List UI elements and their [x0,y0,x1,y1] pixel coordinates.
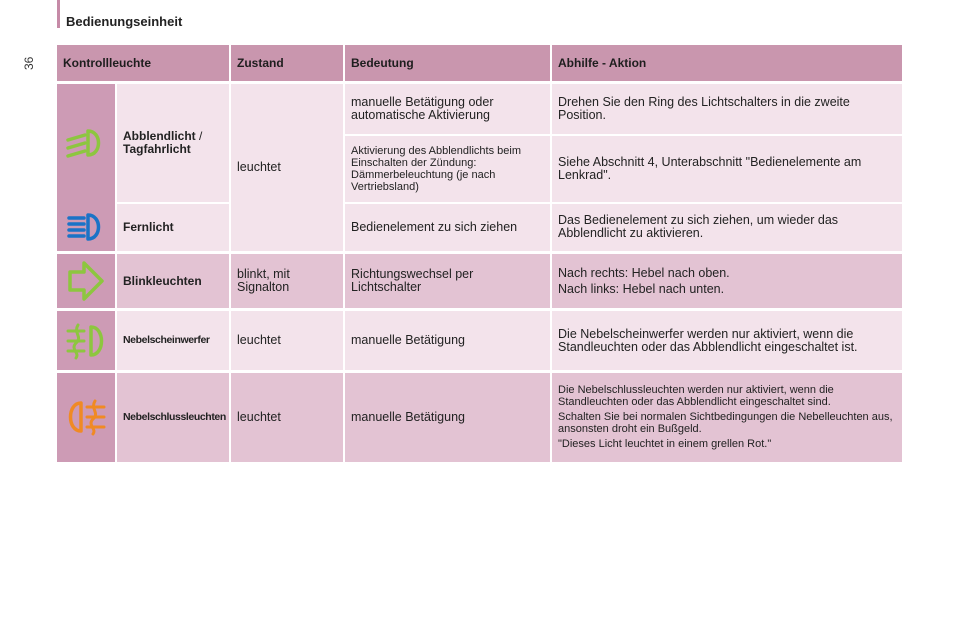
low-beam-state: leuchtet [230,83,344,253]
front-fog-state: leuchtet [230,310,344,372]
rear-fog-label: Nebelschlussleuchten [116,372,230,462]
high-beam-label: Fernlicht [116,203,230,253]
rear-fog-icon-cell [57,372,116,462]
table-row [57,253,903,310]
table-header-row [57,45,903,83]
table-row [57,83,903,135]
low-beam-icon-cell [57,83,116,203]
column-header-state: Zustand [230,45,344,83]
rear-fog-action [551,372,903,462]
page-number: 36 [22,56,36,70]
column-header-meaning: Bedeutung [344,45,551,83]
table-row [57,310,903,372]
high-beam-meaning: Bedienelement zu sich ziehen [344,203,551,253]
turn-signal-action [551,253,903,310]
turn-signal-state: blinkt, mit Signalton [230,253,344,310]
high-beam-icon [64,210,108,244]
front-fog-label: Nebelscheinwerfer [116,310,230,372]
turn-signal-icon-cell [57,253,116,310]
front-fog-meaning: manuelle Betätigung [344,310,551,372]
high-beam-action: Das Bedienelement zu sich ziehen, um wieder das Abblendlicht zu aktivieren. [551,203,903,253]
front-fog-icon-cell [57,310,116,372]
rear-fog-action-note: "Dieses Licht leuchtet in einem grellen Rot." [558,438,772,451]
low-beam-label: Abblendlicht / Tagfahrlicht [116,83,230,203]
rear-fog-state: leuchtet [230,372,344,462]
front-fog-action: Die Nebelscheinwerfer werden nur aktiviert, wenn die Standleuchten oder das Abblendlicht eingeschaltet ist. [551,310,903,372]
turn-signal-action-left: Nach links: Hebel nach unten. [558,281,725,296]
low-beam-meaning-manual: manuelle Betätigung oder automatische Aktivierung [344,83,551,135]
table-row [57,203,903,253]
table-row [57,372,903,462]
high-beam-icon-cell [57,203,116,253]
low-beam-action-auto: Siehe Abschnitt 4, Unterabschnitt "Bedienelemente am Lenkrad". [551,135,903,203]
low-beam-icon [64,126,108,160]
warning-lights-table [57,45,904,462]
rear-fog-action-fine-warning: Schalten Sie bei normalen Sichtbedingungen die Nebelleuchten aus, ansonsten droht ein Bußgeld. [558,411,893,436]
rear-fog-action-activation: Die Nebelschlussleuchten werden nur aktiviert, wenn die Standleuchten oder das Abblendlicht eingeschaltet sind. [558,384,834,409]
turn-signal-meaning: Richtungswechsel per Lichtschalter [344,253,551,310]
turn-signal-action-right: Nach rechts: Hebel nach oben. [558,265,730,280]
low-beam-action-manual: Drehen Sie den Ring des Lichtschalters in die zweite Position. [551,83,903,135]
column-header-warning-light: Kontrollleuchte [57,45,230,83]
column-header-action: Abhilfe - Aktion [551,45,903,83]
low-beam-meaning-auto: Aktivierung des Abblendlichts beim Einschalten der Zündung: Dämmerbeleuchtung (je nach Vertriebsland) [344,135,551,203]
turn-signal-label: Blinkleuchten [116,253,230,310]
rear-fog-meaning: manuelle Betätigung [344,372,551,462]
section-marker-bar [57,0,60,28]
rear-fog-light-icon [63,398,109,436]
section-title: Bedienungseinheit [66,14,183,29]
front-fog-light-icon [63,322,109,360]
turn-signal-icon [66,260,106,302]
